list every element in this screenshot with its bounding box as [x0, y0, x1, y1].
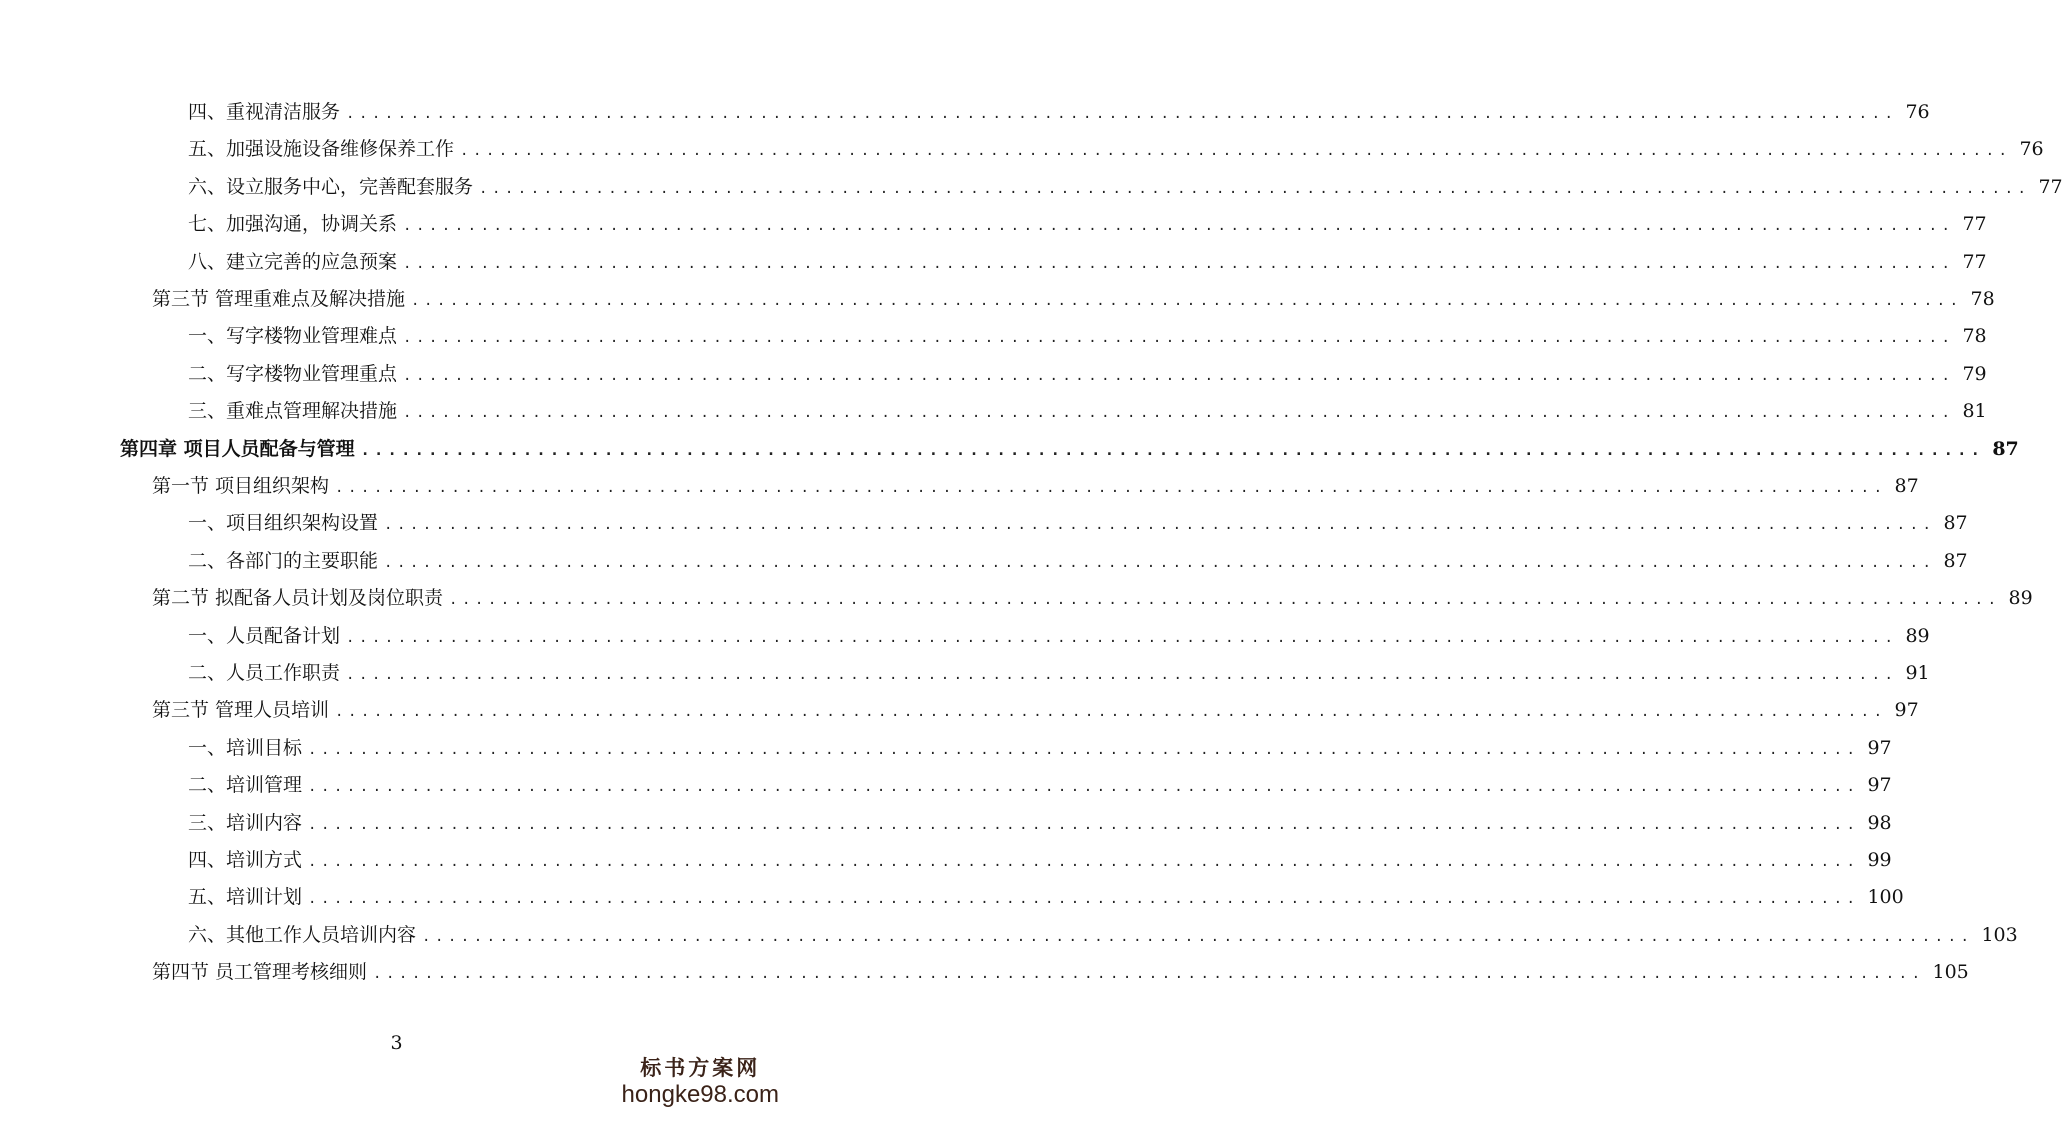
toc-entry-item[interactable]: [188, 736, 1892, 762]
toc-entry-section[interactable]: [152, 586, 2033, 612]
toc-entry-section[interactable]: [152, 474, 1919, 500]
toc-entry-label: 第三节 管理重难点及解决措施: [152, 288, 406, 310]
page-number: 3: [390, 1032, 403, 1054]
toc-entry-label: 二、写字楼物业管理重点: [188, 362, 398, 385]
toc-entry-label: 第四章 项目人员配备与管理: [120, 437, 355, 460]
toc-leader-dots: ........................................................................................................................: [411, 293, 1963, 309]
toc-entry-page: 87: [1943, 549, 1968, 572]
toc-entry-label: 第三节 管理人员培训: [152, 699, 330, 722]
toc-leader-dots: ........................................................................................................................: [308, 741, 1860, 758]
toc-entry-page: 97: [1867, 774, 1892, 797]
toc-leader-dots: ........................................................................................................................: [403, 218, 1955, 235]
toc-entry-page: 76: [2019, 138, 2044, 161]
toc-entry-page: 100: [1867, 886, 1904, 909]
toc-entry-page: 99: [1867, 849, 1892, 871]
toc-entry-item[interactable]: [188, 811, 1892, 837]
toc-entry-item[interactable]: [188, 250, 1987, 276]
toc-entry-page: 78: [1962, 325, 1987, 348]
toc-leader-dots: ........................................................................................................................: [384, 517, 1936, 534]
toc-entry-page: 91: [1905, 662, 1930, 684]
toc-entry-item[interactable]: [188, 324, 1987, 350]
toc-entry-label: 一、人员配备计划: [188, 624, 341, 647]
toc-entry-page: 76: [1905, 101, 1930, 123]
toc-leader-dots: ........................................................................................................................: [479, 180, 2031, 197]
toc-leader-dots: ........................................................................................................................: [308, 816, 1860, 833]
toc-entry-item[interactable]: [188, 212, 1987, 238]
toc-entry-item[interactable]: [188, 773, 1892, 799]
toc-entry-label: 八、建立完善的应急预案: [188, 250, 398, 273]
toc-entry-item[interactable]: [188, 923, 2018, 949]
toc-entry-label: 二、各部门的主要职能: [188, 549, 379, 572]
toc-entry-section[interactable]: [152, 287, 1995, 313]
toc-leader-dots: ........................................................................................................................: [403, 330, 1955, 347]
toc-entry-label: 四、重视清洁服务: [188, 101, 341, 123]
toc-entry-label: 六、设立服务中心，完善配套服务: [188, 175, 474, 198]
toc-leader-dots: ........................................................................................................................: [308, 779, 1860, 796]
toc-entry-label: 第二节 拟配备人员计划及岗位职责: [152, 587, 444, 610]
toc-entry-label: 一、培训目标: [188, 736, 303, 759]
toc-entry-label: 四、培训方式: [188, 849, 303, 871]
toc-entry-item[interactable]: [188, 624, 1930, 650]
toc-leader-dots: ........................................................................................................................: [308, 891, 1860, 908]
toc-leader-dots: ........................................................................................................................: [346, 629, 1898, 646]
toc-leader-dots: ........................................................................................................................: [422, 928, 1974, 945]
toc-entry-item[interactable]: [188, 137, 2044, 163]
toc-entry-item[interactable]: [188, 399, 1987, 425]
toc-leader-dots: ........................................................................................................................: [373, 966, 1925, 983]
toc-entry-page: 87: [1943, 512, 1968, 535]
toc-entry-page: 89: [1905, 624, 1930, 647]
toc-entry-item[interactable]: [188, 661, 1930, 687]
toc-leader-dots: ........................................................................................................................: [403, 367, 1955, 384]
watermark-url: hongke98.com: [621, 1081, 779, 1108]
toc-entry-item[interactable]: [188, 885, 1904, 911]
toc-entry-chapter[interactable]: [120, 437, 2019, 462]
toc-entry-page: 79: [1962, 362, 1987, 385]
toc-entry-page: 77: [2038, 175, 2063, 198]
toc-entry-label: 第四节 员工管理考核细则: [152, 961, 368, 984]
watermark: [622, 1052, 779, 1108]
toc-leader-dots: ........................................................................................................................: [403, 405, 1955, 422]
toc-leader-dots: ........................................................................................................................: [335, 480, 1887, 496]
toc-entry-page: 97: [1894, 699, 1919, 722]
toc-entry-label: 二、人员工作职责: [188, 662, 341, 684]
toc-entry-page: 77: [1962, 213, 1987, 236]
toc-entry-section[interactable]: [152, 960, 1969, 986]
toc-entry-label: 五、加强设施设备维修保养工作: [188, 138, 455, 161]
toc-leader-dots: ........................................................................................................................: [346, 106, 1898, 122]
toc-entry-label: 三、培训内容: [188, 811, 303, 834]
toc-leader-dots: ........................................................................................................................: [384, 554, 1936, 571]
toc-entry-page: 77: [1962, 250, 1987, 273]
toc-entry-item[interactable]: [188, 549, 1968, 575]
toc-leader-dots: ........................................................................................................................: [346, 667, 1898, 683]
toc-leader-dots: ........................................................................................................................: [360, 440, 1985, 459]
toc-entry-label: 二、培训管理: [188, 774, 303, 797]
toc-entry-label: 第一节 项目组织架构: [152, 475, 330, 497]
toc-entry-page: 89: [2008, 587, 2033, 610]
toc-leader-dots: ........................................................................................................................: [308, 854, 1860, 870]
toc-entry-label: 七、加强沟通，协调关系: [188, 213, 398, 236]
toc-entry-page: 97: [1867, 736, 1892, 759]
toc-entry-label: 五、培训计划: [188, 886, 303, 909]
toc-entry-item[interactable]: [188, 362, 1987, 388]
watermark-name: 标书方案网: [640, 1055, 761, 1080]
toc-entry-item[interactable]: [188, 848, 1892, 874]
toc-entry-label: 一、写字楼物业管理难点: [188, 325, 398, 348]
toc-entry-label: 六、其他工作人员培训内容: [188, 923, 417, 946]
toc-entry-item[interactable]: [188, 100, 1930, 126]
toc-entry-section[interactable]: [152, 698, 1919, 724]
toc-entry-page: 81: [1962, 400, 1987, 423]
toc-entry-item[interactable]: [188, 175, 2063, 201]
toc-entry-page: 87: [1894, 475, 1919, 497]
toc-entry-page: 105: [1932, 961, 1969, 984]
toc-entry-page: 103: [1981, 923, 2018, 946]
toc-entry-label: 三、重难点管理解决措施: [188, 400, 398, 423]
toc-leader-dots: ........................................................................................................................: [335, 704, 1887, 721]
toc-entry-item[interactable]: [188, 511, 1968, 537]
toc-leader-dots: ........................................................................................................................: [449, 592, 2001, 609]
toc-leader-dots: ........................................................................................................................: [460, 143, 2012, 160]
toc-leader-dots: ........................................................................................................................: [403, 255, 1955, 272]
toc-entry-page: 98: [1867, 811, 1892, 834]
toc-entry-label: 一、项目组织架构设置: [188, 512, 379, 535]
toc-entry-page: 78: [1970, 288, 1995, 310]
toc-entry-page: 87: [1992, 437, 2019, 460]
